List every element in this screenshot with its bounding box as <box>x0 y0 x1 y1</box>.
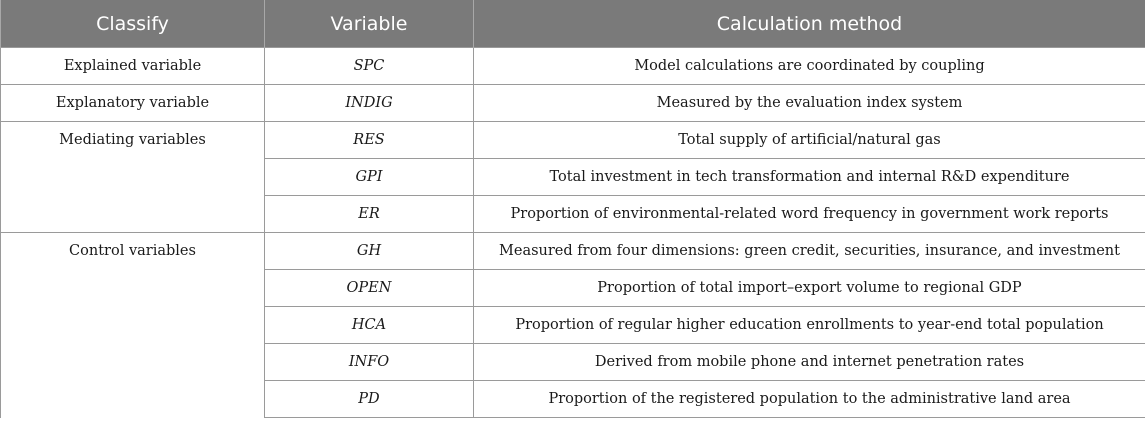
variable-cell: INDIG <box>265 85 474 122</box>
method-cell: Proportion of total import–export volume to regional GDP <box>474 270 1145 307</box>
method-cell: Total investment in tech transformation and internal R&D expenditure <box>474 159 1145 196</box>
table-row <box>1 48 1145 85</box>
variable-cell: HCA <box>265 307 474 344</box>
header-row <box>1 0 1145 48</box>
table-row <box>1 233 1145 270</box>
method-cell: Measured by the evaluation index system <box>474 85 1145 122</box>
variable-cell: ER <box>265 196 474 233</box>
variable-cell: SPC <box>265 48 474 85</box>
method-cell: Measured from four dimensions: green credit, securities, insurance, and investment <box>474 233 1145 270</box>
method-cell: Proportion of regular higher education enrollments to year-end total population <box>474 307 1145 344</box>
table-row <box>1 85 1145 122</box>
classify-cell: Explained variable <box>1 48 265 85</box>
classify-cell: Mediating variables <box>1 122 265 233</box>
table-header <box>1 0 1145 48</box>
table-body <box>1 48 1145 418</box>
method-cell: Model calculations are coordinated by coupling <box>474 48 1145 85</box>
method-cell: Total supply of artificial/natural gas <box>474 122 1145 159</box>
method-cell: Proportion of the registered population to the administrative land area <box>474 381 1145 418</box>
variable-cell: PD <box>265 381 474 418</box>
classify-cell: Explanatory variable <box>1 85 265 122</box>
method-cell: Proportion of environmental-related word frequency in government work reports <box>474 196 1145 233</box>
variable-cell: GH <box>265 233 474 270</box>
variable-cell: GPI <box>265 159 474 196</box>
classify-cell: Control variables <box>1 233 265 418</box>
table-row <box>1 122 1145 159</box>
header-calculation-method: Calculation method <box>474 0 1145 48</box>
variable-cell: OPEN <box>265 270 474 307</box>
variable-cell: INFO <box>265 344 474 381</box>
header-classify: Classify <box>1 0 265 48</box>
header-variable: Variable <box>265 0 474 48</box>
method-cell: Derived from mobile phone and internet penetration rates <box>474 344 1145 381</box>
variable-cell: RES <box>265 122 474 159</box>
